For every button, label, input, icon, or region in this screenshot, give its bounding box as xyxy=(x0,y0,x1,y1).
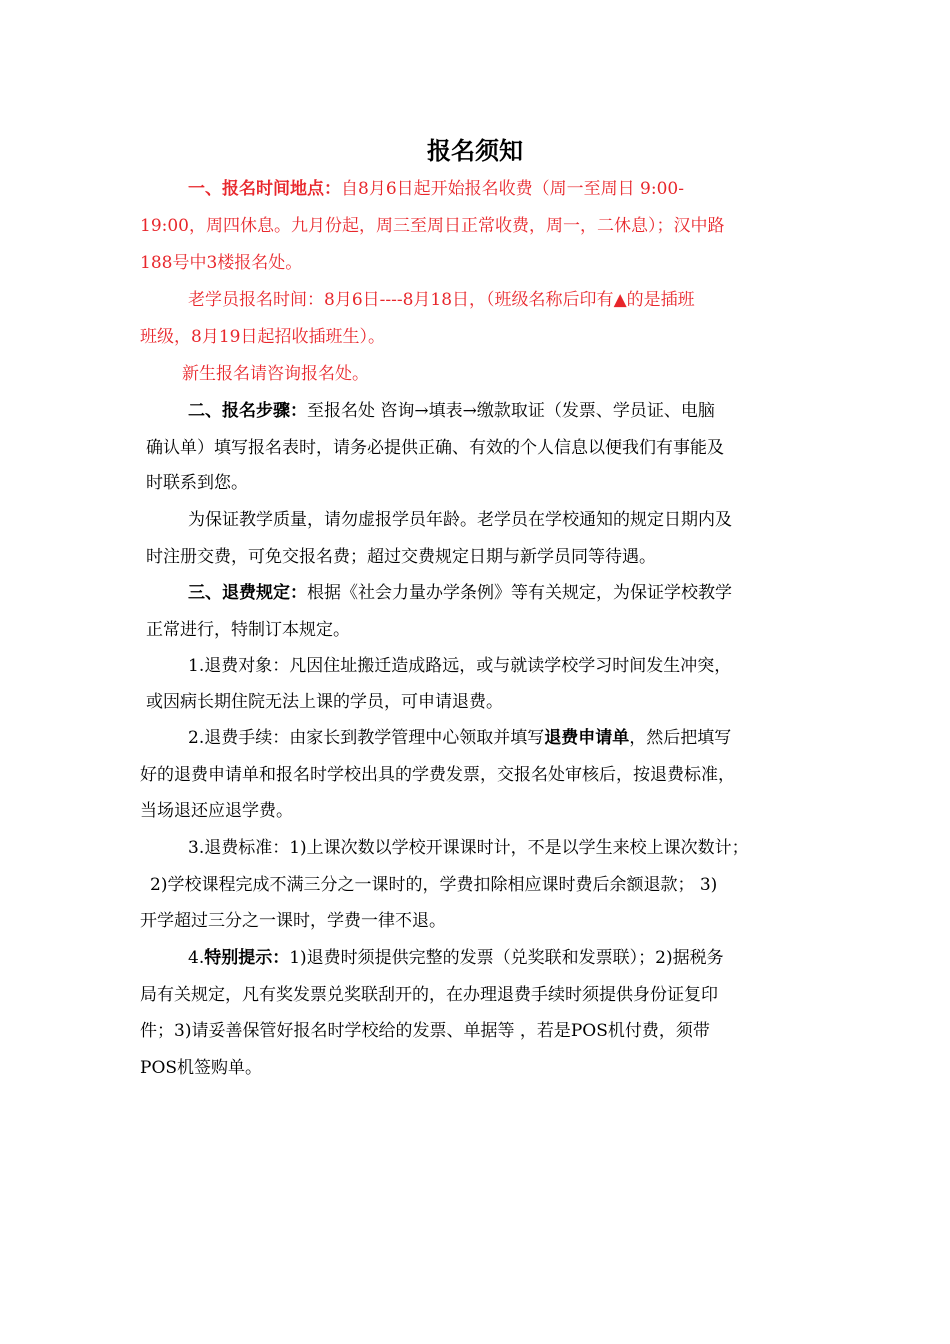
special-notice-label: 特别提示： xyxy=(204,948,290,968)
section2-para2-line1: 为保证教学质量，请勿虚报学员年龄。老学员在学校通知的规定日期内及 xyxy=(188,510,732,530)
section2-line1 xyxy=(140,398,868,424)
refund-item2-line3: 当场退还应退学费。 xyxy=(140,801,293,821)
section2-para2-line2: 时注册交费，可免交报名费；超过交费规定日期与新学员同等待遇。 xyxy=(146,547,656,567)
refund-item2-line1 xyxy=(140,725,868,751)
refund-item4-line2: 局有关规定，凡有奖发票兑奖联刮开的，在办理退费手续时须提供身份证复印 xyxy=(140,985,718,1005)
section1-line3: 188号中3楼报名处。 xyxy=(140,253,303,273)
section1-para3: 新生报名请咨询报名处。 xyxy=(182,364,369,384)
section1-para2-line1 xyxy=(140,287,868,313)
refund-item4-line4: POS机签购单。 xyxy=(140,1058,263,1078)
refund-item3-line1: 3.退费标准：1)上课次数以学校开课课时计，不是以学生来校上课次数计； xyxy=(188,838,749,858)
refund-item1-line1: 1.退费对象：凡因住址搬迁造成路远，或与就读学校学习时间发生冲突， xyxy=(188,656,732,676)
section3-text1: 根据《社会力量办学条例》等有关规定，为保证学校教学 xyxy=(307,583,732,603)
refund-item2-text-end: ，然后把填写 xyxy=(629,728,732,748)
section1-text1: 自8月6日起开始报名收费（周一至周日 9:00- xyxy=(341,179,684,199)
section2-text1: 至报名处 咨询→填表→缴款取证（发票、学员证、电脑 xyxy=(307,401,715,421)
section1-para2-text-end: 的是插班 xyxy=(626,290,695,310)
section1-line1 xyxy=(140,176,868,202)
refund-item3-line2: 2)学校课程完成不满三分之一课时的，学费扣除相应课时费后余额退款； 3) xyxy=(150,875,718,895)
section1-heading: 一、报名时间地点： xyxy=(188,179,341,199)
refund-item4-line1 xyxy=(140,945,868,971)
refund-item4-line3: 件；3)请妥善保管好报名时学校给的发票、单据等 ，若是POS机付费，须带 xyxy=(140,1021,710,1041)
refund-item4-number: 4. xyxy=(188,948,205,968)
section2-heading: 二、报名步骤： xyxy=(188,401,307,421)
refund-item2-text: 2.退费手续：由家长到教学管理中心领取并填写 xyxy=(188,728,545,748)
triangle-mark-icon: ▲ xyxy=(613,290,627,310)
refund-item2-line2: 好的退费申请单和报名时学校出具的学费发票，交报名处审核后，按退费标准， xyxy=(140,765,735,785)
section1-line2: 19:00，周四休息。九月份起，周三至周日正常收费，周一，二休息）；汉中路 xyxy=(140,216,725,236)
page-title: 报名须知 xyxy=(427,137,523,165)
section3-line1 xyxy=(140,580,868,606)
section2-line3: 时联系到您。 xyxy=(146,473,248,493)
section1-para2-line2: 班级，8月19日起招收插班生）。 xyxy=(140,327,385,347)
section2-line2: 确认单）填写报名表时，请务必提供正确、有效的个人信息以便我们有事能及 xyxy=(146,438,724,458)
refund-form-name: 退费申请单 xyxy=(544,728,630,748)
section3-line2: 正常进行，特制订本规定。 xyxy=(146,620,350,640)
section3-heading: 三、退费规定： xyxy=(188,583,307,603)
refund-item1-line2: 或因病长期住院无法上课的学员，可申请退费。 xyxy=(146,692,503,712)
refund-item4-text: 1)退费时须提供完整的发票（兑奖联和发票联）；2)据税务 xyxy=(289,948,724,968)
refund-item3-line3: 开学超过三分之一课时，学费一律不退。 xyxy=(140,911,446,931)
section1-para2-text: 老学员报名时间：8月6日----8月18日，（班级名称后印有 xyxy=(188,290,614,310)
